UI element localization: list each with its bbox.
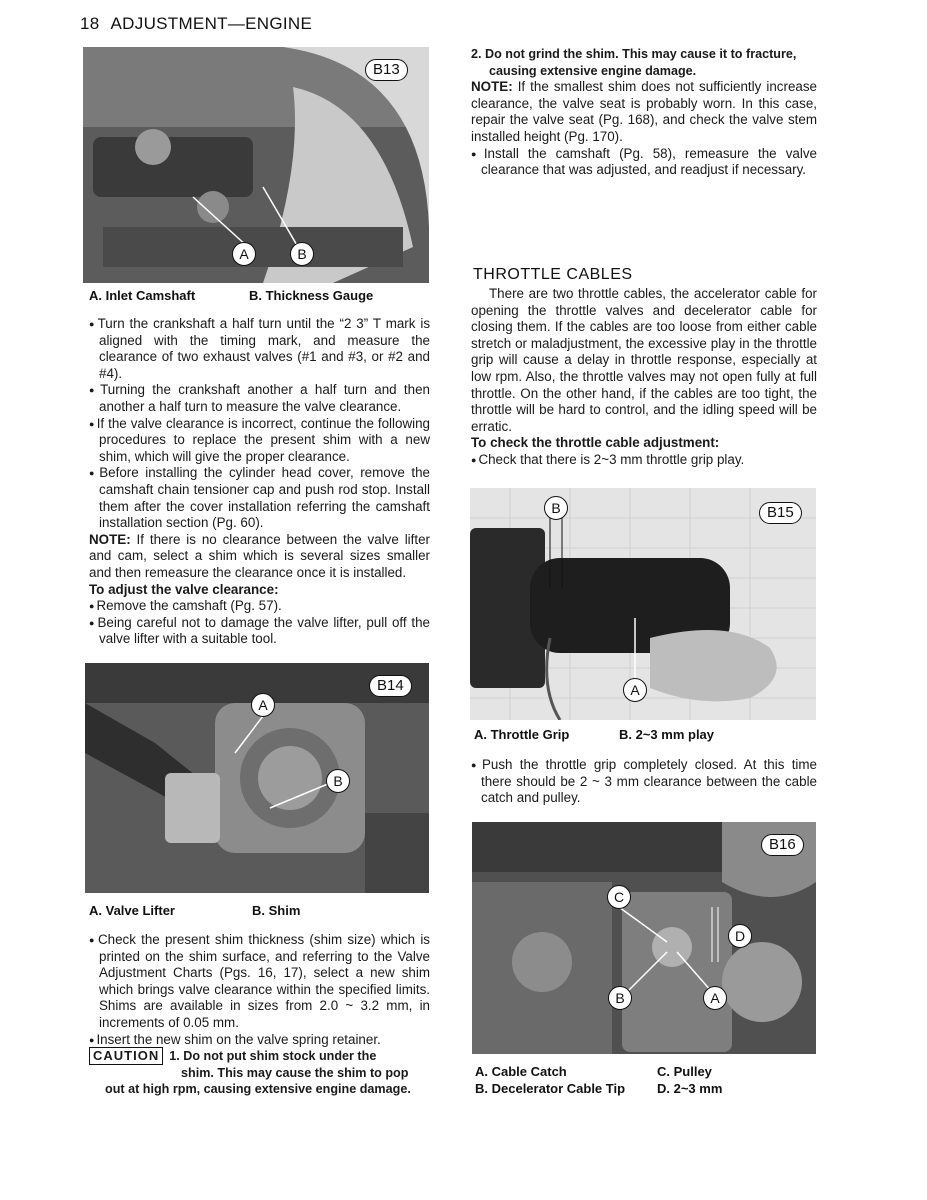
figure-b13-photo — [83, 47, 429, 283]
paragraph: ● Install the camshaft (Pg. 58), remeasure the valve clearance that was adjusted, and readjust if necessary. — [471, 146, 817, 179]
paragraph: ● Push the throttle grip completely closed. At this time there should be 2 ~ 3 mm clearance between the cable catch and pulley. — [471, 757, 817, 807]
paragraph: ● If the valve clearance is incorrect, continue the following procedures to replace the present shim with a new shim, which will give the proper clearance. — [89, 416, 430, 466]
page-number: 18 — [80, 14, 100, 33]
caution-text-1: 1. Do not put shim stock under the — [169, 1049, 377, 1063]
paragraph: ● Insert the new shim on the valve spring retainer. — [89, 1032, 430, 1049]
note-label: NOTE: — [89, 531, 131, 547]
figure-b16-label-c: C — [607, 885, 631, 909]
caution-2-line-1: 2. Do not grind the shim. This may cause it to fracture, — [471, 47, 797, 61]
figure-b13-caption-b: B. Thickness Gauge — [249, 288, 374, 303]
figure-b16-label-b: B — [608, 986, 632, 1010]
note-text: If the smallest shim does not sufficiently increase clearance, the valve seat is probably worn. In this case, repair the valve seat (Pg. 168), and check the valve stem installed height (Pg. 170). — [471, 79, 817, 144]
figure-b14-photo — [85, 663, 429, 893]
subheading: To check the throttle cable adjustment: — [471, 435, 720, 451]
figure-b16-caption-a: A. Cable Catch — [475, 1064, 567, 1079]
note-text: If there is no clearance between the valve lifter and cam, select a shim which is several sizes smaller and then remeasure the clearance once it is installed. — [89, 531, 430, 580]
figure-b13-label-a: A — [232, 242, 256, 266]
caution-block — [89, 1047, 434, 1097]
figure-b16-label-d: D — [728, 924, 752, 948]
paragraph: ● Check that there is 2~3 mm throttle grip play. — [471, 452, 817, 469]
left-column-text-2 — [89, 932, 430, 1048]
paragraph: ● Turning the crankshaft another a half turn and then another a half turn to measure the valve clearance. — [89, 382, 430, 415]
figure-b13-label-b: B — [290, 242, 314, 266]
figure-b14-caption-b: B. Shim — [252, 903, 301, 918]
paragraph: ● Turn the crankshaft a half turn until the “2 3” T mark is aligned with the timing mark, and measure the clearance of two exhaust valves (#1 and #3, or #2 and #4). — [89, 316, 430, 382]
figure-b14-label-a: A — [251, 693, 275, 717]
paragraph: ● Being careful not to damage the valve lifter, pull off the valve lifter with a suitable tool. — [89, 615, 430, 648]
section-title: ADJUSTMENT—ENGINE — [110, 14, 313, 33]
note-label: NOTE: — [471, 79, 513, 95]
figure-b14-caption-a: A. Valve Lifter — [89, 903, 175, 918]
figure-b16-photo — [472, 822, 816, 1054]
figure-b16-label-a: A — [703, 986, 727, 1010]
intro-paragraph: There are two throttle cables, the accelerator cable for opening the throttle valves and decelerator cable for closing them. If the cables are too loose from either cable stretch or maladjustment, the excessive play in the throttle grip will cause a delay in throttle response, especially at low rpm. Also, the throttle valves may not open fully at full throttle. On the other hand, if the cables are too tight, the throttle will be hard to control, and the idling speed will be erratic. — [471, 286, 817, 434]
right-column-top — [471, 46, 817, 179]
figure-b13-caption-a: A. Inlet Camshaft — [89, 288, 196, 303]
note — [471, 79, 817, 145]
caution-2-line-2: causing extensive engine damage. — [489, 63, 697, 78]
left-column-text — [89, 316, 430, 648]
paragraph: ● Before installing the cylinder head cover, remove the camshaft chain tensioner cap and push rod stop. Install them after the cover installation referring the camshaft installation section (Pg. 60). — [89, 465, 430, 531]
figure-b15-caption-a: A. Throttle Grip — [474, 727, 570, 742]
figure-b16-caption-c: C. Pulley — [657, 1064, 712, 1079]
figure-b15-label-b: B — [544, 496, 568, 520]
figure-b15-caption-b: B. 2~3 mm play — [619, 727, 715, 742]
figure-b15-badge: B15 — [759, 502, 802, 524]
figure-b14-label-b: B — [326, 769, 350, 793]
figure-b14-badge: B14 — [369, 675, 412, 697]
caution-text-2: shim. This may cause the shim to pop — [181, 1066, 409, 1080]
section-heading: THROTTLE CABLES — [473, 266, 633, 283]
caution-text-3: out at high rpm, causing extensive engine damage. — [105, 1082, 411, 1096]
paragraph: ● Check the present shim thickness (shim size) which is printed on the shim surface, and referring to the Valve Adjustment Charts (Pgs. 16, 17), select a new shim which brings valve clearance within the specified limits. Shims are available in sizes from 2.0 ~ 3.2 mm, in increments of 0.05 mm. — [89, 932, 430, 1032]
note — [89, 532, 430, 582]
figure-b13-badge: B13 — [365, 59, 408, 81]
figure-b15-photo — [470, 488, 816, 720]
figure-b16-badge: B16 — [761, 834, 804, 856]
figure-b16-caption-b: B. Decelerator Cable Tip — [475, 1081, 626, 1096]
subheading: To adjust the valve clearance: — [89, 581, 279, 597]
right-column-throttle — [471, 286, 817, 469]
page-header — [80, 14, 312, 34]
figure-b15-label-a: A — [623, 678, 647, 702]
paragraph: ● Remove the camshaft (Pg. 57). — [89, 598, 430, 615]
figure-b16-caption-d: D. 2~3 mm — [657, 1081, 723, 1096]
caution-line-1 — [89, 1047, 434, 1065]
right-column-text-3 — [471, 757, 817, 807]
caution-badge: CAUTION — [89, 1047, 163, 1065]
